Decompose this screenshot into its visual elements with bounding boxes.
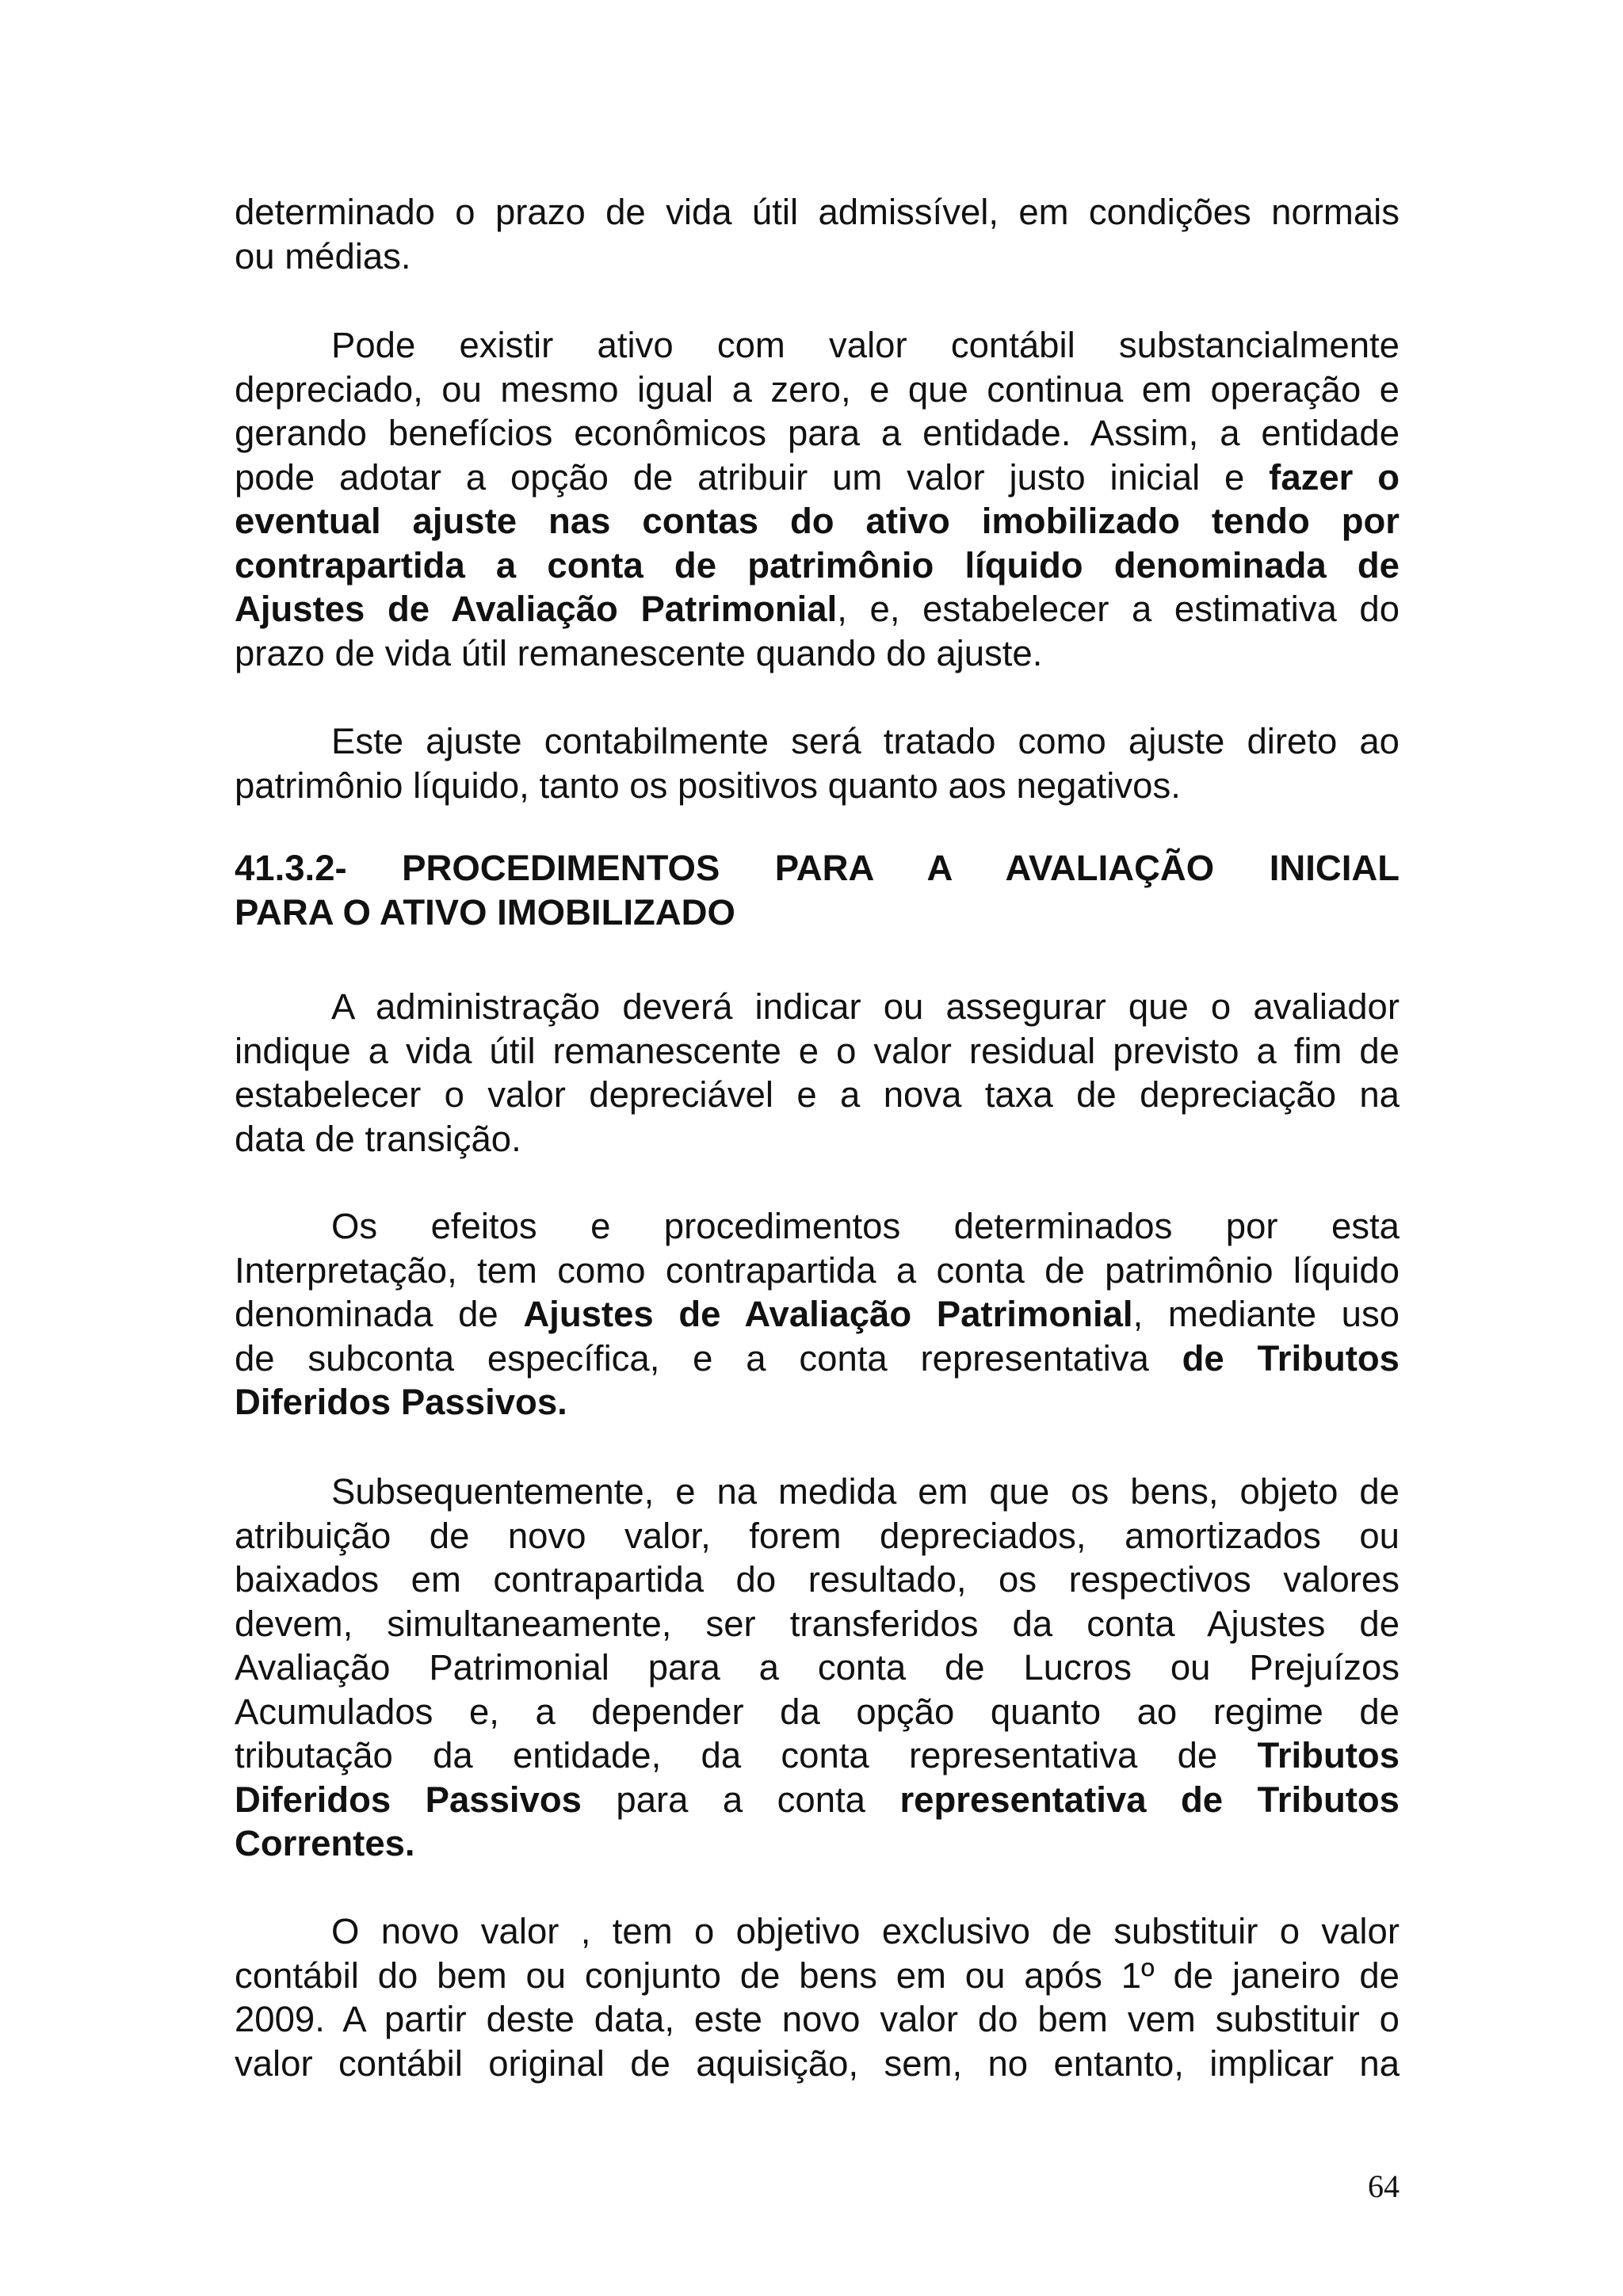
paragraph-1 [235,190,1400,278]
text-line: devem, simultaneamente, ser transferidos da conta Ajustes de [235,1603,1400,1644]
text-line: indique a vida útil remanescente e o valor residual previsto a fim de [235,1030,1400,1071]
text-line: contábil do bem ou conjunto de bens em ou após 1º de janeiro de [235,1955,1400,1996]
text-line [235,1733,1400,1778]
text-run: de subconta específica, e a conta representativa [235,1337,1182,1379]
text-line: atribuição de novo valor, forem depreciados, amortizados ou [235,1515,1400,1556]
bold-text: de Tributos [1182,1337,1400,1379]
heading-line: PARA O ATIVO IMOBILIZADO [235,891,735,933]
paragraph-3 [235,719,1400,807]
text-line: Avaliação Patrimonial para a conta de Lucros ou Prejuízos [235,1647,1400,1688]
text-line: A administração deverá indicar ou assegurar que o avaliador [331,986,1400,1027]
paragraph-5 [235,1204,1400,1425]
text-line [235,456,1400,500]
text-line: Interpretação, tem como contrapartida a conta de patrimônio líquido [235,1249,1400,1291]
text-line [235,587,1400,631]
text-line: determinado o prazo de vida útil admissível, em condições normais [235,192,1400,232]
text-line: ou médias. [235,235,411,277]
text-run: pode adotar a opção de atribuir um valor justo inicial e [235,456,1270,498]
paragraph-2 [235,323,1400,675]
section-heading [235,846,1400,934]
paragraph-6 [235,1470,1400,1866]
text-line: prazo de vida útil remanescente quando do ajuste. [235,632,1043,673]
text-line: O novo valor , tem o objetivo exclusivo de substituir o valor [331,1911,1400,1951]
bold-text-line: contrapartida a conta de patrimônio líquido denominada de [235,544,1400,585]
text-line: Pode existir ativo com valor contábil substancialmente [331,325,1400,365]
bold-text: Ajustes de Avaliação Patrimonial [235,589,838,629]
text-line [235,1778,1400,1822]
heading-line: 41.3.2- PROCEDIMENTOS PARA A AVALIAÇÃO INICIAL [235,848,1400,888]
text-line: gerando benefícios econômicos para a entidade. Assim, a entidade [235,413,1400,453]
text-run: , mediante uso [1132,1294,1400,1334]
text-line: Este ajuste contabilmente será tratado como ajuste direto ao [331,721,1400,761]
text-line: data de transição. [235,1118,521,1159]
text-line: estabelecer o valor depreciável e a nova taxa de depreciação na [235,1074,1400,1115]
text-run: para a conta [581,1779,900,1820]
text-line: Os efeitos e procedimentos determinados por esta [331,1206,1400,1246]
paragraph-7 [235,1909,1400,2085]
text-line: baixados em contrapartida do resultado, os respectivos valores [235,1559,1400,1600]
paragraph-4 [235,985,1400,1161]
bold-text-line: Diferidos Passivos. [235,1382,567,1422]
bold-text-line: eventual ajuste nas contas do ativo imobilizado tendo por [235,501,1400,541]
text-line: 2009. A partir deste data, este novo valor do bem vem substituir o [235,1999,1400,2039]
text-line [235,1292,1400,1337]
bold-text: Ajustes de Avaliação Patrimonial [523,1294,1133,1334]
text-line: valor contábil original de aquisição, sem, no entanto, implicar na [235,2042,1400,2084]
text-line: Acumulados e, a depender da opção quanto ao regime de [235,1691,1400,1732]
text-line: Subsequentemente, e na medida em que os bens, objeto de [331,1471,1400,1512]
bold-text: Diferidos Passivos [235,1779,582,1820]
text-line: patrimônio líquido, tanto os positivos quanto aos negativos. [235,765,1181,806]
text-run: denominada de [235,1294,524,1334]
bold-text: fazer o [1269,456,1400,498]
bold-text: Tributos [1257,1735,1400,1775]
text-line [235,1337,1400,1381]
text-run: tributação da entidade, da conta representativa de [235,1735,1258,1775]
page-number: 64 [1368,2168,1400,2204]
text-line: depreciado, ou mesmo igual a zero, e que continua em operação e [235,368,1400,410]
text-run: , e, estabelecer a estimativa do [837,589,1400,629]
bold-text: representativa de Tributos [899,1779,1400,1820]
bold-text-line: Correntes. [235,1823,415,1863]
